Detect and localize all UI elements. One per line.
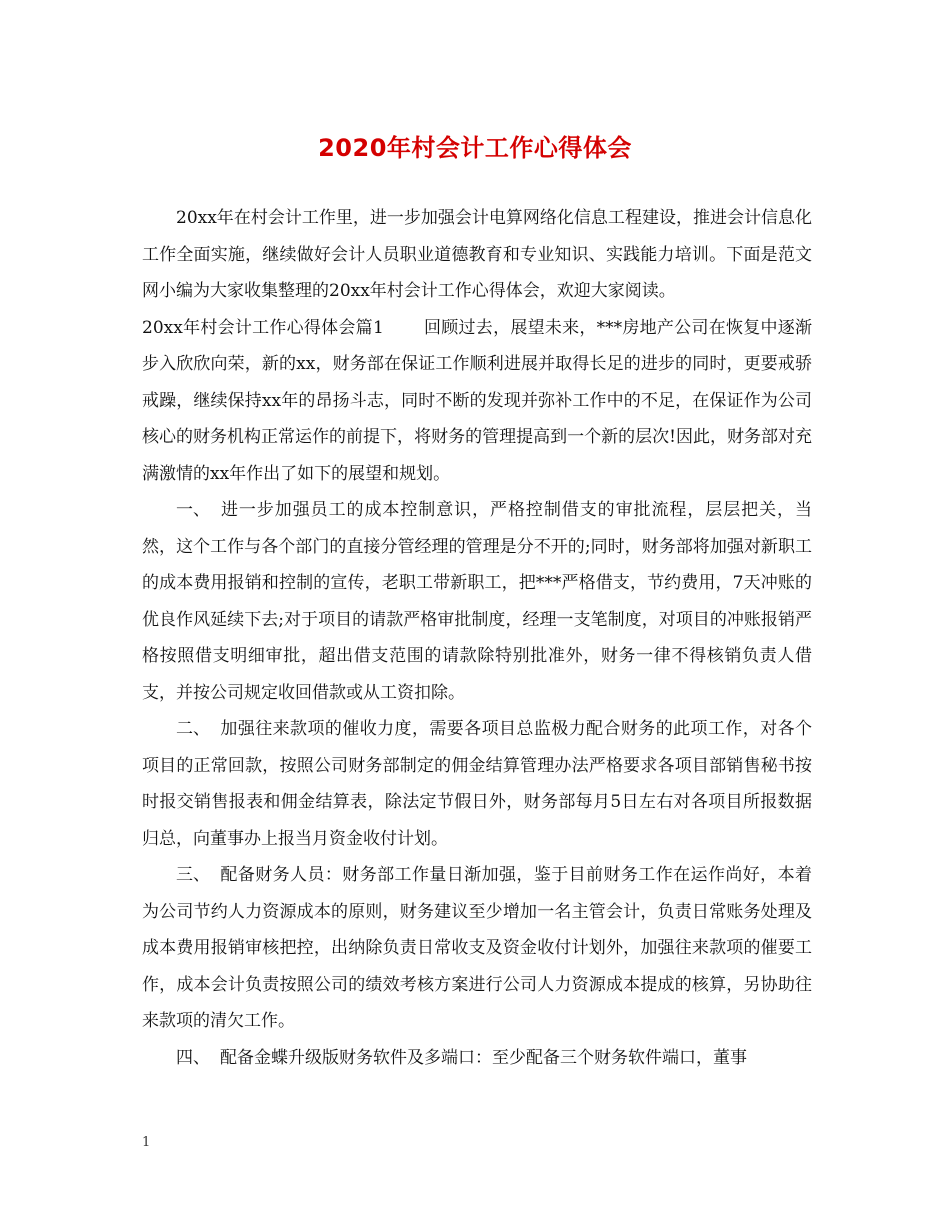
list-item-1 xyxy=(142,492,812,711)
item-text-1: 进一步加强员工的成本控制意识，严格控制借支的审批流程，层层把关，当然，这个工作与各个部门的直接分管经理的管理是分不开的;同时，财务部将加强对新职工的成本费用报销和控制的宣传，老职工带新职工，把***严格借支，节约费用，7天冲账的优良作风延续下去;对于项目的请款严格审批制度，经理一支笔制度，对项目的冲账报销严格按照借支明细审批，超出借支范围的请款除特别批准外，财务一律不得核销负责人借支，并按公司规定收回借款或从工资扣除。 xyxy=(142,500,812,703)
section-paragraph xyxy=(142,310,812,493)
document-body xyxy=(142,200,812,1076)
item-text-4: 配备金蝶升级版财务软件及多端口：至少配备三个财务软件端口，董事 xyxy=(220,1047,747,1068)
item-number-3: 三、 xyxy=(176,865,210,885)
list-item-2 xyxy=(142,711,812,857)
intro-paragraph: 20xx年在村会计工作里，进一步加强会计电算网络化信息工程建设，推进会计信息化工作全面实施，继续做好会计人员职业道德教育和专业知识、实践能力培训。下面是范文网小编为大家收集整理的20xx年村会计工作心得体会，欢迎大家阅读。 xyxy=(142,208,812,301)
item-number-4: 四、 xyxy=(176,1047,210,1068)
section-intro-text: 回顾过去，展望未来，***房地产公司在恢复中逐渐步入欣欣向荣，新的xx，财务部在保证工作顺利进展并取得长足的进步的同时，更要戒骄戒躁，继续保持xx年的昂扬斗志，同时不断的发现并弥补工作中的不足，在保证作为公司核心的财务机构正常运作的前提下，将财务的管理提高到一个新的层次!因此，财务部对充满激情的xx年作出了如下的展望和规划。 xyxy=(142,317,813,484)
item-number-1: 一、 xyxy=(176,500,210,520)
page-number: 1 xyxy=(142,1135,151,1150)
item-text-3: 配备财务人员：财务部工作量日渐加强，鉴于目前财务工作在运作尚好，本着为公司节约人力资源成本的原则，财务建议至少增加一名主管会计，负责日常账务处理及成本费用报销审核把控，出纳除负责日常收支及资金收付计划外，加强往来款项的催要工作，成本会计负责按照公司的绩效考核方案进行公司人力资源成本提成的核算，另协助往来款项的清欠工作。 xyxy=(142,865,812,1031)
list-item-4 xyxy=(142,1040,812,1077)
item-number-2: 二、 xyxy=(176,719,210,739)
list-item-3 xyxy=(142,857,812,1040)
document-title: 2020年村会计工作心得体会 xyxy=(318,134,632,162)
item-text-2: 加强往来款项的催收力度，需要各项目总监极力配合财务的此项工作，对各个项目的正常回款，按照公司财务部制定的佣金结算管理办法严格要求各项目部销售秘书按时报交销售报表和佣金结算表，除法定节假日外，财务部每月5日左右对各项目所报数据归总，向董事办上报当月资金收付计划。 xyxy=(142,719,812,849)
section-heading: 20xx年村会计工作心得体会篇1 xyxy=(142,317,384,338)
